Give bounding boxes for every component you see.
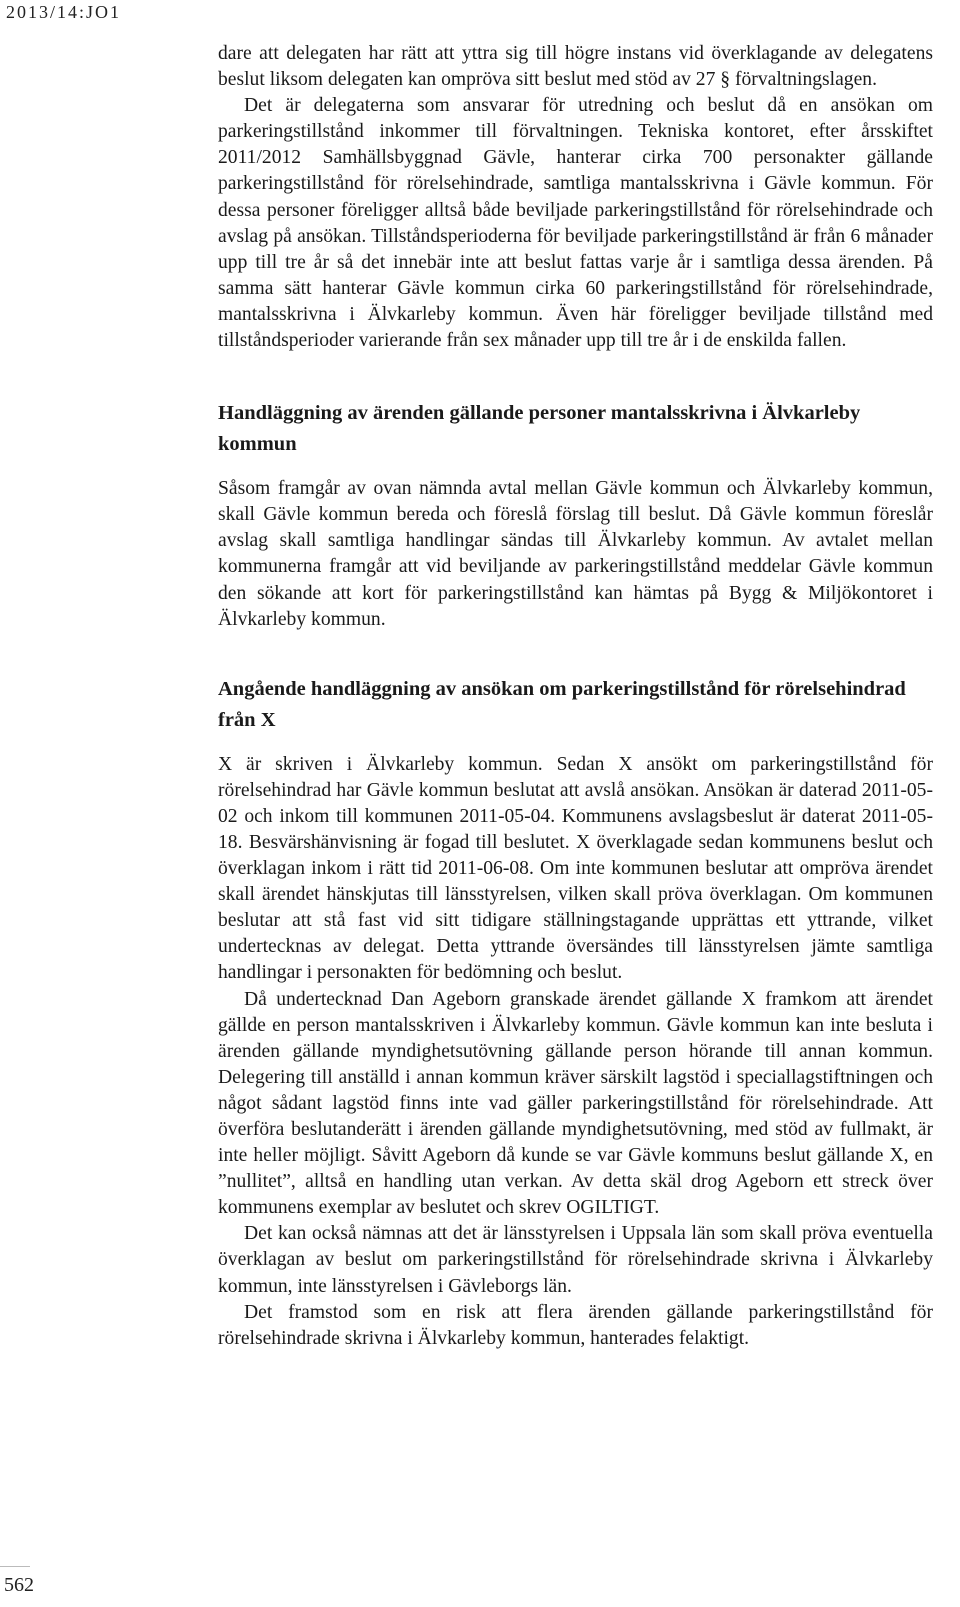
paragraph: Det är delegaterna som ansvarar för utredning och beslut då en ansökan om parkeringstillstånd inkommer till förvaltningen. Tekniska kontoret, efter årsskiftet 2011/2012 Samhällsbyggnad Gävle, hanterar cirka 700 personakter gällande parkeringstillstånd för rörelsehindrade, samtliga mantalsskrivna i Gävle kommun. För dessa personer föreligger alltså både beviljade parkeringstillstånd för rörelsehindrade och avslag på ansökan. Tillståndsperioderna för beviljade parkeringstillstånd är från 6 månader upp till tre år så det innebär inte att beslut fattas varje år i samtliga dessa ärenden. På samma sätt hanterar Gävle kommun cirka 60 parkeringstillstånd för rörelsehindrade, mantalsskrivna i Älvkarleby kommun. Även här föreligger beviljade tillstånd med tillståndsperioder varierande från sex månader upp till tre år i de enskilda fallen. (218, 95, 933, 352)
document-body (218, 41, 933, 1352)
paragraph: Det kan också nämnas att det är länsstyrelsen i Uppsala län som skall pröva eventuella överklagan av beslut om parkeringstillstånd för rörelsehindrade skrivna i Älvkarleby kommun, inte länsstyrelsen i Gävleborgs län. (218, 1223, 933, 1297)
margin-rule (0, 1566, 30, 1567)
paragraph-continued: dare att delegaten har rätt att yttra sig till högre instans vid överklagande av delegatens beslut liksom delegaten kan ompröva sitt beslut med stöd av 27 § förvaltningslagen. (218, 43, 933, 91)
paragraph: Då undertecknad Dan Ageborn granskade ärendet gällande X framkom att ärendet gällde en person mantalsskriven i Älvkarleby kommun. Gävle kommun kan inte besluta i ärenden gällande myndighetsutövning gällande person hörande till annan kommun. Delegering till anställd i annan kommun kräver särskilt lagstöd i speciallagstiftningen och något sådant lagstöd finns inte vad gäller parkeringstillstånd för rörelsehindrade. Att överföra beslutanderätt i ärenden gällande myndighetsutövning, med stöd av fullmakt, är inte heller möjligt. Såvitt Ageborn då kunde se var Gävle kommuns beslut gällande X, en ”nullitet”, alltså en handling utan verkan. Av detta skäl drog Ageborn ett streck över kommunens exemplar av beslutet och skrev OGILTIGT. (218, 988, 933, 1219)
paragraph: X är skriven i Älvkarleby kommun. Sedan X ansökt om parkeringstillstånd för rörelsehindrad har Gävle kommun beslutat att avslå ansökan. Ansökan är daterad 2011-05-02 och inkom till kommunen 2011-05-04. Kommunens avslagsbeslut är daterat 2011-05-18. Besvärshänvisning är fogad till beslutet. X överklagade sedan kommunens beslut och överklagan inkom i rätt tid 2011-06-08. Om inte kommunen beslutar att ompröva ärendet skall ärendet hänskjutas till länsstyrelsen, vilken skall pröva överklagan. Om kommunen beslutar att stå fast vid sitt tidigare ställningstagande upprättas ett yttrande, vilket undertecknas av delegat. Detta yttrande översändes till länsstyrelsen jämte samtliga handlingar i personakten för bedömning och beslut. (218, 753, 933, 984)
paragraph: Det framstod som en risk att flera ärenden gällande parkeringstillstånd för rörelsehindrade skrivna i Älvkarleby kommun, hanterades felaktigt. (218, 1301, 933, 1349)
page-number: 562 (4, 1574, 34, 1596)
section-heading: Handläggning av ärenden gällande personer mantalsskrivna i Älvkarleby kommun (218, 402, 861, 456)
paragraph: Såsom framgår av ovan nämnda avtal mellan Gävle kommun och Älvkarleby kommun, skall Gävle kommun bereda och föreslå förslag till beslut. Då Gävle kommun föreslår avslag skall samtliga handlingar sändas till Älvkarleby kommun. Av avtalet mellan kommunerna framgår att vid beviljande av parkeringstillstånd meddelar Gävle kommun den sökande att kort för parkeringstillstånd kan hämtas på Bygg & Miljökontoret i Älvkarleby kommun. (218, 478, 933, 630)
running-header: 2013/14:JO1 (6, 2, 122, 22)
section-heading: Angående handläggning av ansökan om parkeringstillstånd för rörelsehindrad från X (218, 677, 906, 731)
